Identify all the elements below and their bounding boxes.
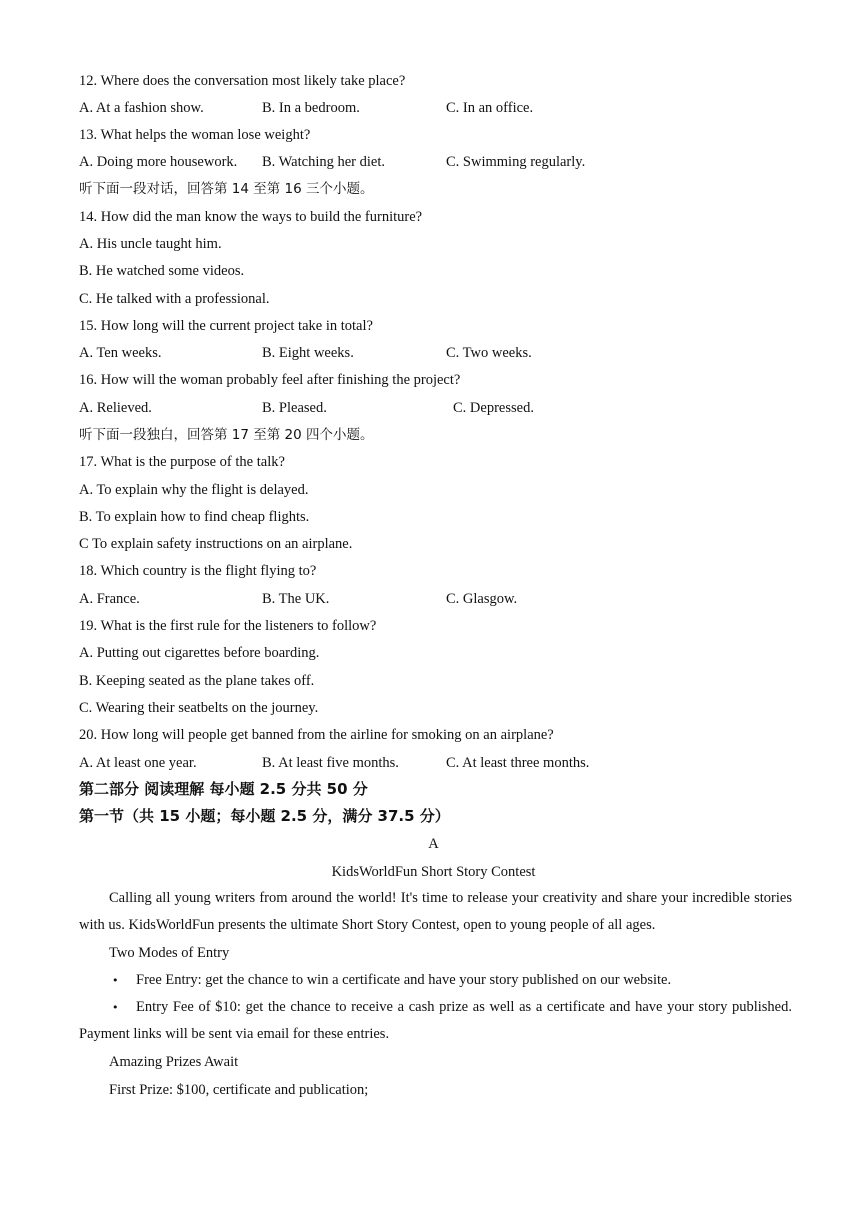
q13-option-c: C. Swimming regularly. (446, 154, 586, 170)
instruction-17-20: 听下面一段独白，回答第 17 至第 20 四个小题。 (79, 427, 374, 443)
q16-option-b: B. Pleased. (262, 400, 327, 416)
q12-option-c: C. In an office. (446, 100, 534, 116)
q20-question: 20. How long will people get banned from the airline for smoking on an airplane? (79, 727, 554, 743)
q12-option-b: B. In a bedroom. (262, 100, 360, 116)
q16-option-a: A. Relieved. (79, 400, 152, 416)
section1-heading: 第一节（共 15 小题；每小题 2.5 分，满分 37.5 分） (79, 807, 450, 825)
mode-fee-item (79, 994, 792, 1048)
q17-option-a: A. To explain why the flight is delayed. (79, 482, 309, 498)
passage-letter: A (428, 836, 439, 852)
q17-option-c: C To explain safety instructions on an airplane. (79, 536, 353, 552)
q20-option-a: A. At least one year. (79, 755, 197, 771)
q20-option-c: C. At least three months. (446, 755, 590, 771)
q16-question: 16. How will the woman probably feel after finishing the project? (79, 372, 461, 388)
q15-option-b: B. Eight weeks. (262, 345, 354, 361)
q12-question: 12. Where does the conversation most likely take place? (79, 73, 406, 89)
q19-option-c: C. Wearing their seatbelts on the journey. (79, 700, 319, 716)
q12-option-a: A. At a fashion show. (79, 100, 204, 116)
q14-question: 14. How did the man know the ways to build the furniture? (79, 209, 423, 225)
mode-free-text: Free Entry: get the chance to win a certificate and have your story published on our website. (136, 972, 672, 988)
prizes-heading: Amazing Prizes Await (109, 1054, 239, 1070)
q18-question: 18. Which country is the flight flying to? (79, 563, 317, 579)
q19-option-b: B. Keeping seated as the plane takes off. (79, 673, 315, 689)
q20-option-b: B. At least five months. (262, 755, 399, 771)
bullet-icon: • (112, 1001, 119, 1014)
q14-option-a: A. His uncle taught him. (79, 236, 222, 252)
q17-question: 17. What is the purpose of the talk? (79, 454, 285, 470)
q18-option-b: B. The UK. (262, 591, 330, 607)
q13-question: 13. What helps the woman lose weight? (79, 127, 311, 143)
mode-fee-text: Entry Fee of $10: get the chance to receive a cash prize as well as a certificate and have your story published. Payment links will be sent via email for these entries. (79, 999, 792, 1042)
q15-question: 15. How long will the current project take in total? (79, 318, 373, 334)
first-prize: First Prize: $100, certificate and publication; (109, 1082, 369, 1098)
q15-option-c: C. Two weeks. (446, 345, 532, 361)
part2-heading: 第二部分 阅读理解 每小题 2.5 分共 50 分 (79, 780, 368, 798)
q15-option-a: A. Ten weeks. (79, 345, 162, 361)
q17-option-b: B. To explain how to find cheap flights. (79, 509, 310, 525)
instruction-14-16: 听下面一段对话，回答第 14 至第 16 三个小题。 (79, 181, 374, 197)
q19-question: 19. What is the first rule for the listeners to follow? (79, 618, 377, 634)
q18-option-a: A. France. (79, 591, 140, 607)
q13-option-b: B. Watching her diet. (262, 154, 385, 170)
q13-option-a: A. Doing more housework. (79, 154, 238, 170)
q16-option-c: C. Depressed. (453, 400, 534, 416)
modes-heading: Two Modes of Entry (109, 945, 230, 961)
bullet-icon: • (112, 974, 119, 987)
intro-paragraph: Calling all young writers from around the world! It's time to release your creativity and share your incredible stories with us. KidsWorldFun presents the ultimate Short Story Contest, open to young people of all ages. (79, 890, 792, 933)
mode-free-item (79, 967, 792, 994)
q14-option-b: B. He watched some videos. (79, 263, 245, 279)
q14-option-c: C. He talked with a professional. (79, 291, 270, 307)
passage-title: KidsWorldFun Short Story Contest (331, 864, 536, 880)
q18-option-c: C. Glasgow. (446, 591, 518, 607)
q19-option-a: A. Putting out cigarettes before boarding. (79, 645, 320, 661)
